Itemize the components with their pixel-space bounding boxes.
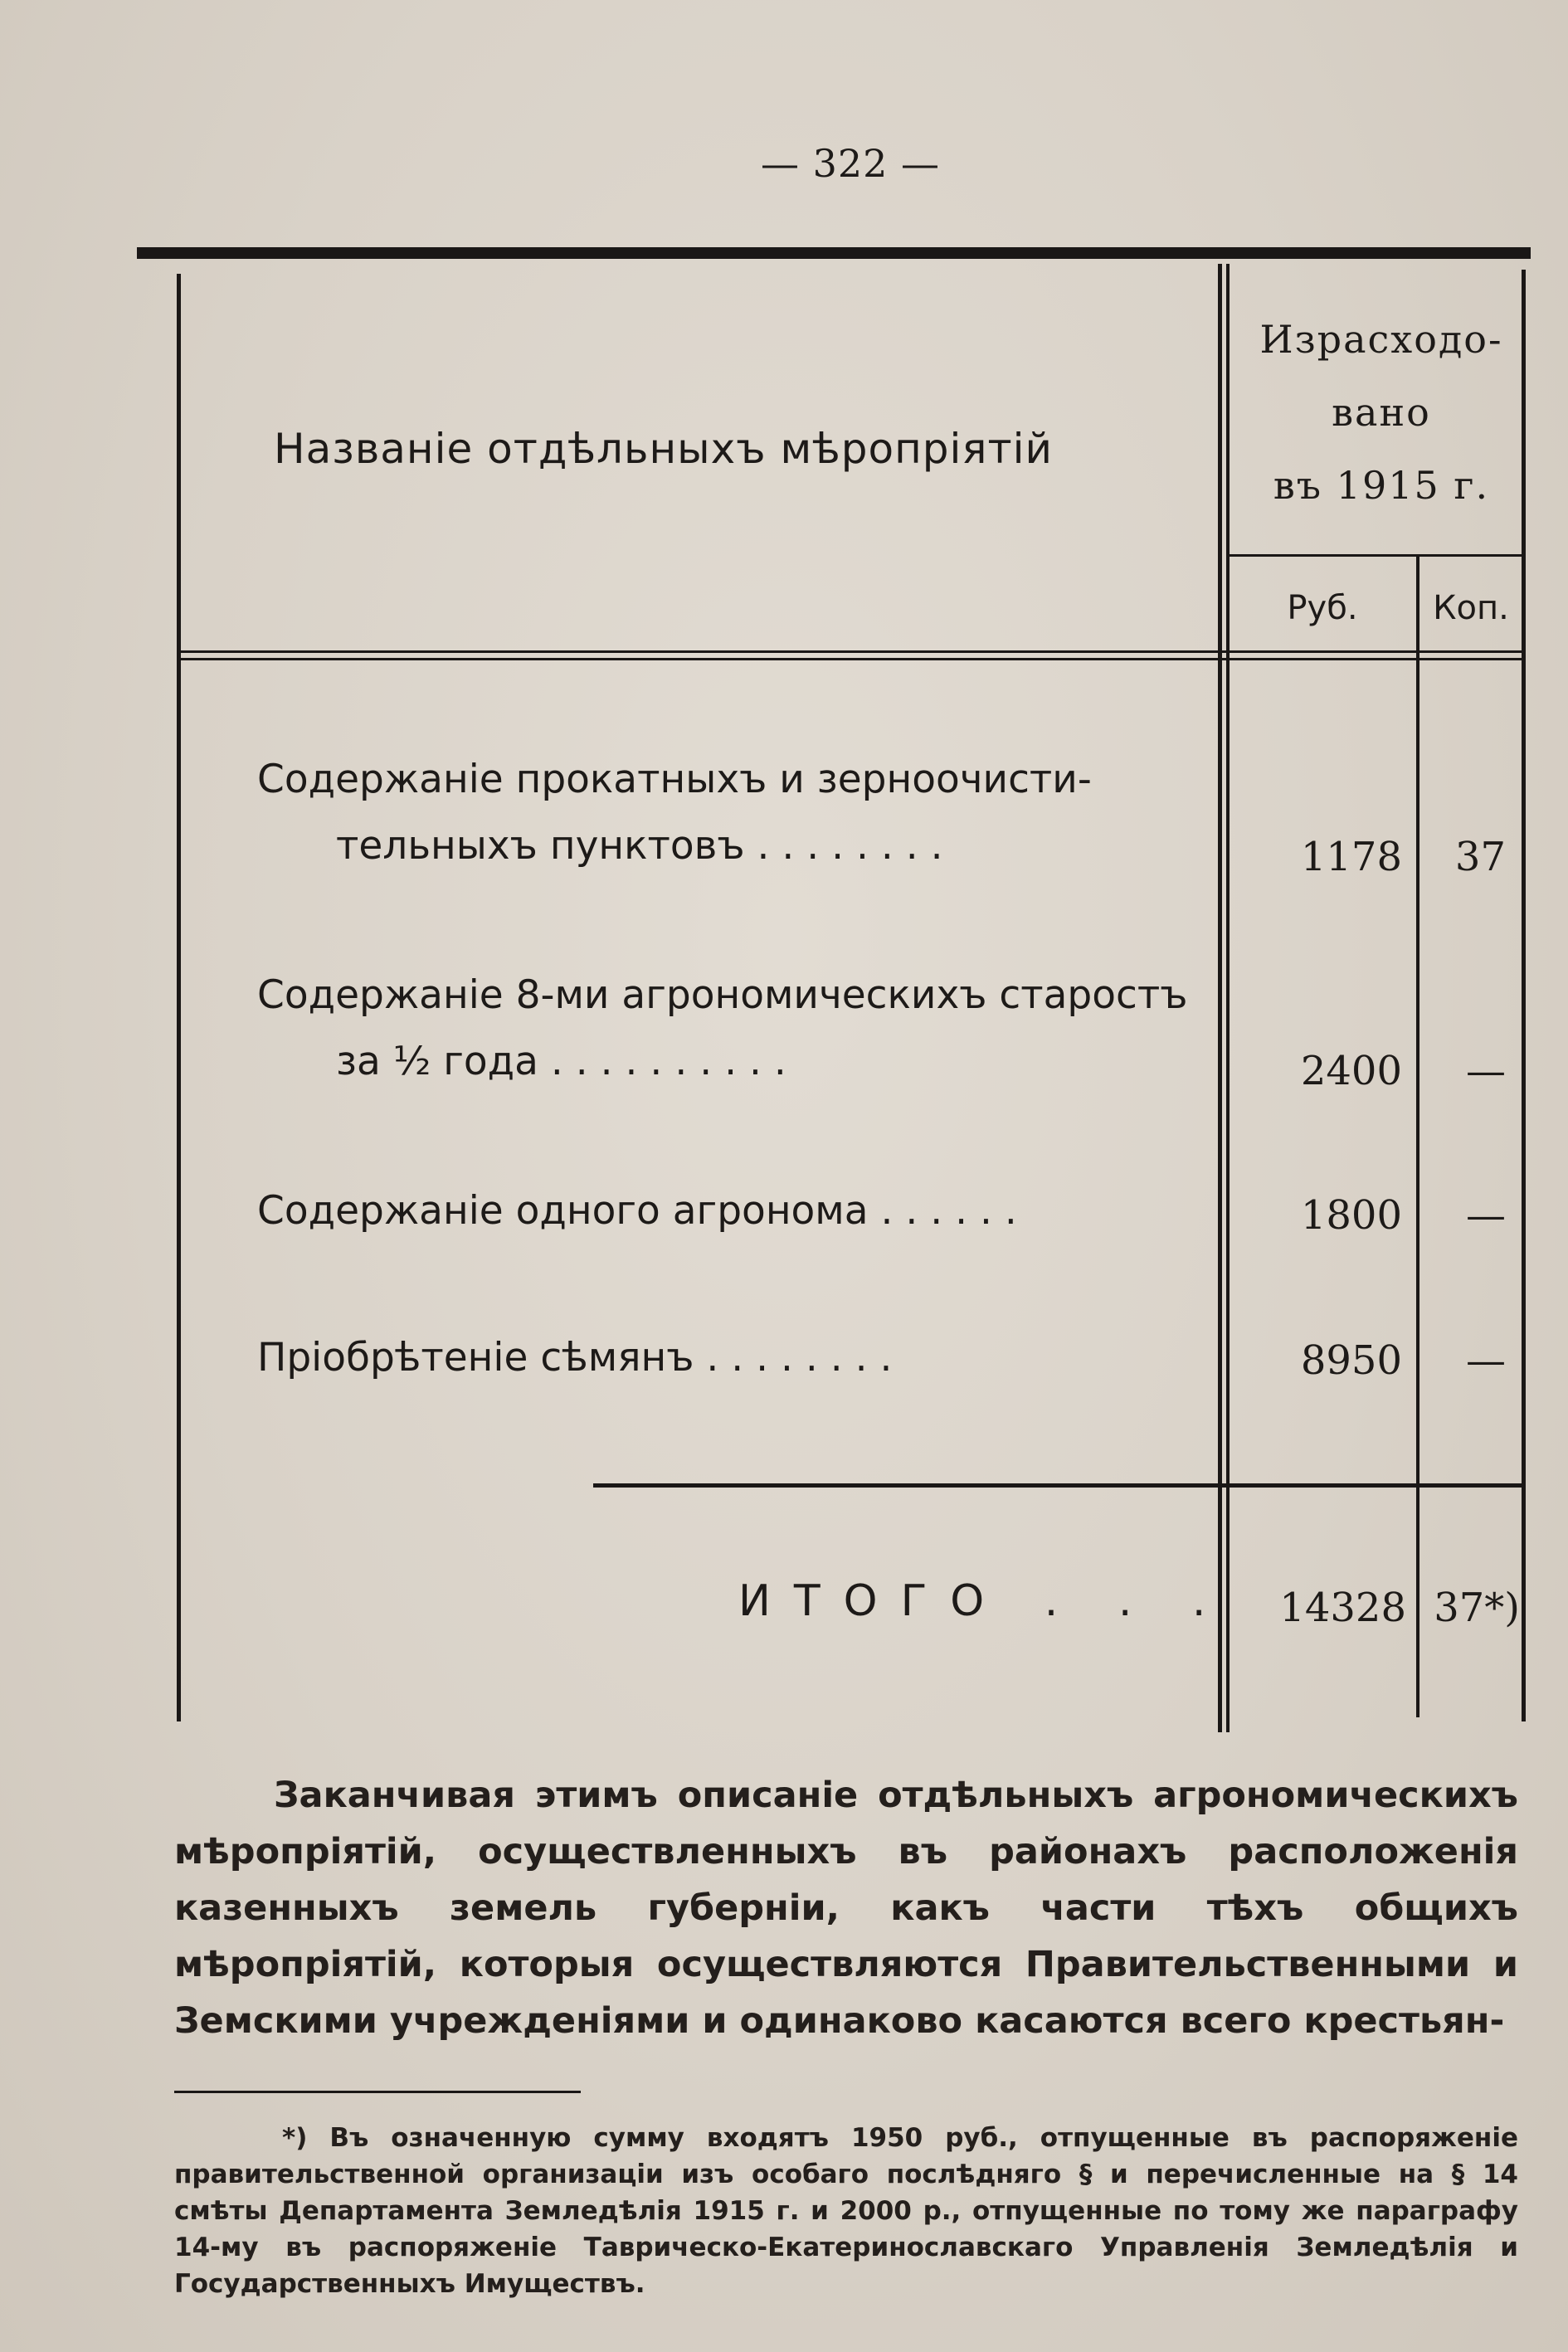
table-row-3 (257, 1178, 1195, 1244)
row-2-kop: — (1466, 1048, 1506, 1094)
row-2-rub: 2400 (1300, 1048, 1402, 1094)
header-double-rule-1 (181, 650, 1525, 653)
rub-kop-header-rule (1226, 554, 1525, 557)
kop-column-divider (1416, 556, 1419, 1717)
spent-header-line2: вано (1332, 390, 1431, 435)
row-1-rub: 1178 (1300, 834, 1402, 880)
row-1-kop: 37 (1454, 834, 1506, 880)
row-1-line1: Содержаніе прокатныхъ и зерноочисти- (257, 757, 1092, 802)
footnote-rule (174, 2091, 581, 2093)
table-top-rule (137, 247, 1531, 259)
row-2-line2: за ½ года . . . . . . . . . . (336, 1039, 786, 1084)
row-4-rub: 8950 (1300, 1337, 1402, 1384)
row-3-line1: Содержаніе одного агронома . . . . . . (257, 1188, 1017, 1234)
total-label: ИТОГО . . . (738, 1576, 1230, 1626)
spent-header-line1: Израсходо- (1259, 317, 1503, 362)
table-left-border (177, 274, 181, 1721)
row-2-line1: Содержаніе 8-ми агрономическихъ старостъ (257, 972, 1188, 1018)
table-row-2 (257, 962, 1195, 1095)
spent-header-line3: въ 1915 г. (1273, 463, 1490, 508)
spent-column-header (1228, 303, 1535, 522)
header-double-rule-2 (181, 658, 1525, 660)
page-number: — 322 — (760, 141, 941, 186)
row-3-rub: 1800 (1300, 1192, 1402, 1239)
row-4-line1: Пріобрѣтеніе сѣмянъ . . . . . . . . (257, 1335, 893, 1381)
total-rule (593, 1483, 1524, 1488)
total-rub: 14328 (1279, 1585, 1406, 1631)
body-paragraph: Заканчивая этимъ описаніе отдѣльныхъ агрономическихъ мѣропріятій, осуществленныхъ въ районахъ расположенія казенныхъ земель губерніи, какъ части тѣхъ общихъ мѣропріятій, которыя осуществляются Правительственными и Земскими учрежденіями и одинаково касаются всего крестьян- (174, 1775, 1518, 2042)
total-kop: 37*) (1434, 1585, 1520, 1631)
footnote: *) Въ означенную сумму входятъ 1950 руб., отпущенные въ распоряженіе правительственной организаціи изъ особаго послѣдняго § и перечисленные на § 14 смѣты Департамента Земледѣлія 1915 г. и 2000 р., отпущенные по тому же параграфу 14-му въ распоряженіе Таврическо-Екатеринославскаго Управленія Земледѣлія и Государственныхъ Имуществъ. (174, 2123, 1518, 2299)
table-row-1 (257, 747, 1195, 879)
row-1-line2: тельныхъ пунктовъ . . . . . . . . (336, 823, 943, 869)
rub-header: Руб. (1287, 589, 1358, 627)
row-3-kop: — (1466, 1192, 1506, 1239)
name-column-header: Названіе отдѣльныхъ мѣропріятій (274, 425, 1054, 473)
row-4-kop: — (1466, 1337, 1506, 1384)
table-row-4 (257, 1325, 1195, 1391)
name-column-divider-a (1218, 264, 1222, 1732)
kop-header: Коп. (1433, 589, 1509, 627)
